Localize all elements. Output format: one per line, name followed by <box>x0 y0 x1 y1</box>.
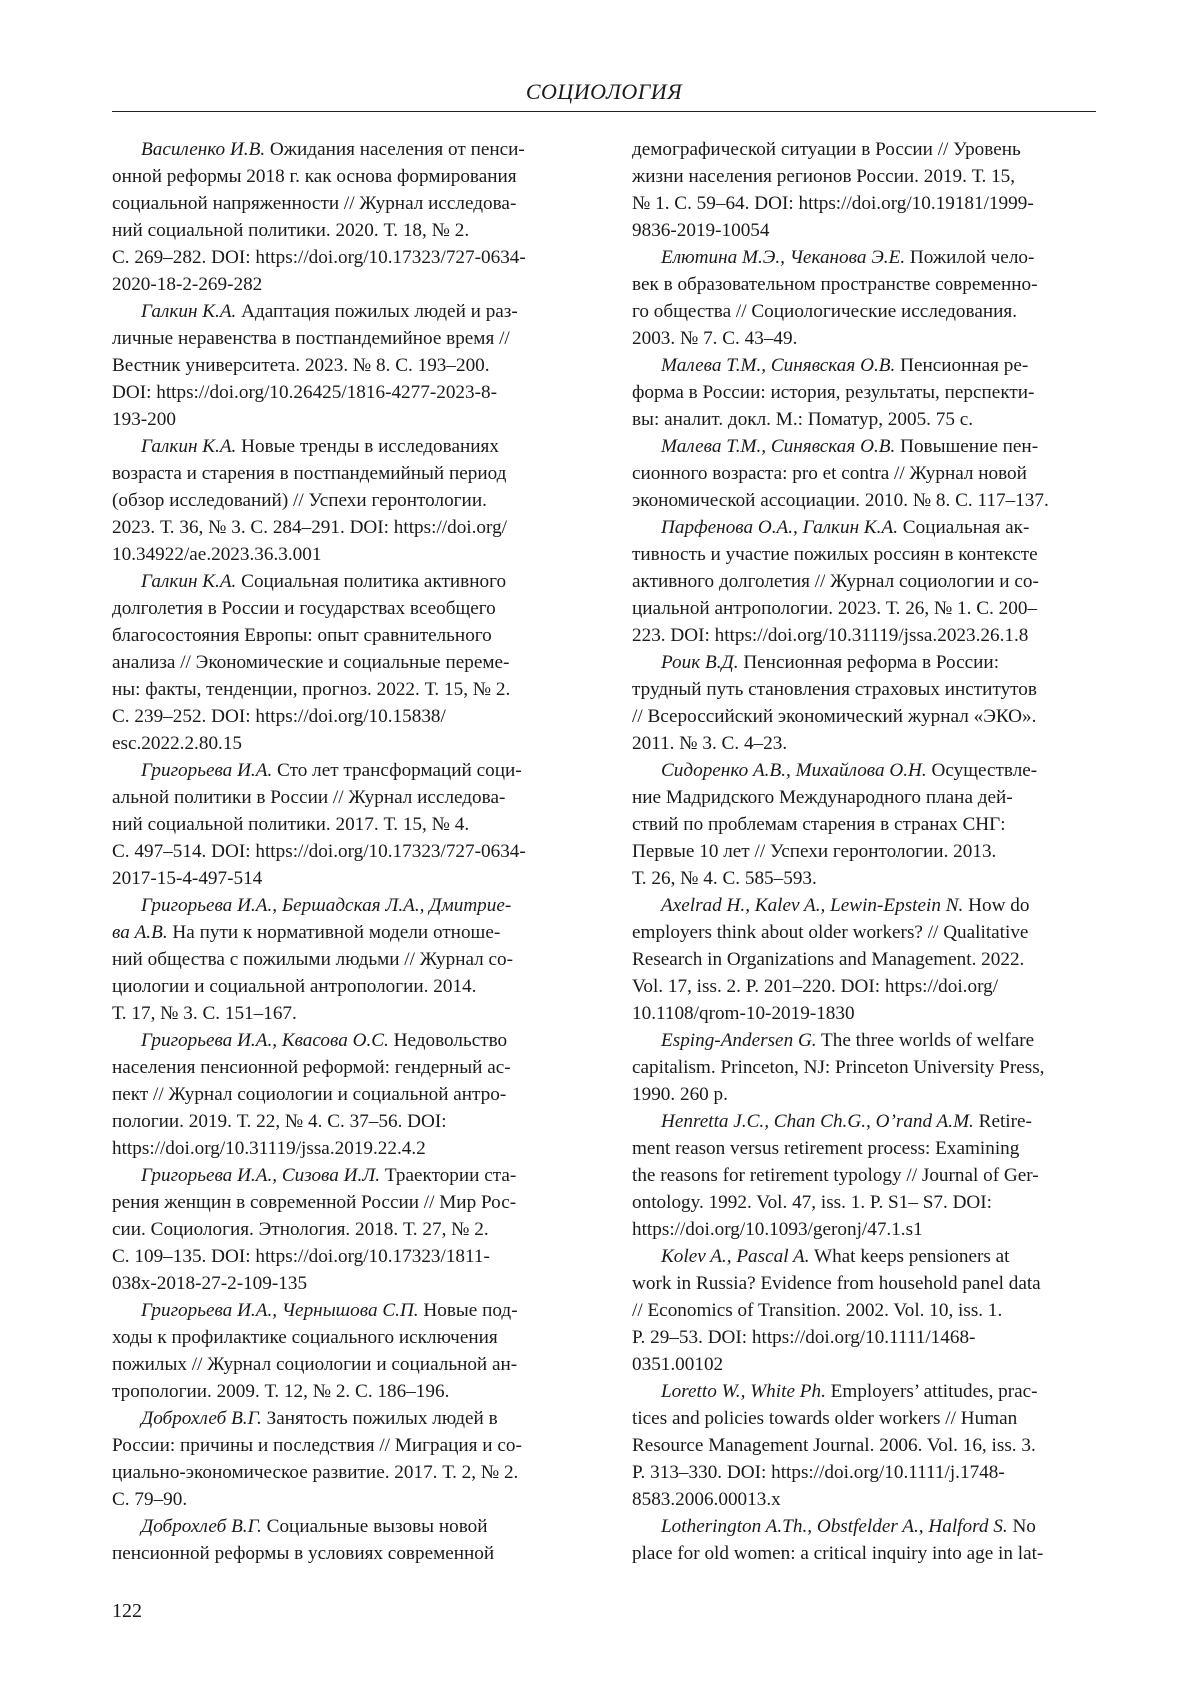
reference-line <box>112 1162 582 1189</box>
reference-line: https://doi.org/10.31119/jssa.2019.22.4.2 <box>112 1135 582 1162</box>
reference-entry <box>632 514 1096 649</box>
page-number: 122 <box>112 1600 142 1623</box>
reference-line: социальной напряженности // Журнал исследова- <box>112 190 582 217</box>
reference-text: The three worlds of welfare <box>817 1030 1035 1051</box>
reference-line <box>112 568 582 595</box>
reference-line: 2023. Т. 36, № 3. С. 284–291. DOI: https://doi.org/ <box>112 514 582 541</box>
reference-line <box>112 892 582 919</box>
reference-line <box>112 136 582 163</box>
reference-line: esc.2022.2.80.15 <box>112 730 582 757</box>
reference-line: place for old women: a critical inquiry into age in lat- <box>632 1540 1096 1567</box>
reference-text: Повышение пен- <box>895 436 1038 457</box>
reference-line: активного долголетия // Журнал социологии и со- <box>632 568 1096 595</box>
reference-line: 1990. 260 p. <box>632 1081 1096 1108</box>
reference-line: го общества // Социологические исследования. <box>632 298 1096 325</box>
reference-line <box>112 433 582 460</box>
reference-line: пологии. 2019. Т. 22, № 4. С. 37–56. DOI: <box>112 1108 582 1135</box>
reference-line: Первые 10 лет // Успехи геронтологии. 2013. <box>632 838 1096 865</box>
reference-line: экономической ассоциации. 2010. № 8. С. 117–137. <box>632 487 1096 514</box>
reference-text: Пенсионная реформа в России: <box>739 652 1000 673</box>
reference-entry <box>632 433 1096 514</box>
reference-line: https://doi.org/10.1093/geronj/47.1.s1 <box>632 1216 1096 1243</box>
reference-line: 8583.2006.00013.x <box>632 1486 1096 1513</box>
reference-author: Axelrad H., Kalev A., Lewin-Epstein N. <box>661 895 963 916</box>
reference-entry <box>112 1297 582 1405</box>
reference-entry <box>112 1027 582 1162</box>
reference-text: Сто лет трансформаций соци- <box>272 760 521 781</box>
reference-text: Employers’ attitudes, prac- <box>826 1381 1038 1402</box>
reference-line: циологии и социальной антропологии. 2014. <box>112 973 582 1000</box>
reference-line: ствий по проблемам старения в странах СНГ: <box>632 811 1096 838</box>
reference-entry <box>632 1243 1096 1378</box>
reference-line: С. 79–90. <box>112 1486 582 1513</box>
reference-line: тивность и участие пожилых россиян в контексте <box>632 541 1096 568</box>
reference-line: 9836-2019-10054 <box>632 217 1096 244</box>
reference-entry <box>632 136 1096 244</box>
reference-line <box>632 433 1096 460</box>
reference-line: С. 497–514. DOI: https://doi.org/10.17323/727-0634- <box>112 838 582 865</box>
reference-line: населения пенсионной реформой: гендерный ас- <box>112 1054 582 1081</box>
reference-author: Loretto W., White Ph. <box>661 1381 826 1402</box>
reference-line: благосостояния Европы: опыт сравнительного <box>112 622 582 649</box>
reference-entry <box>632 244 1096 352</box>
reference-text: Пожилой чело- <box>905 247 1034 268</box>
reference-entry <box>112 1513 582 1567</box>
reference-line: личные неравенства в постпандемийное время // <box>112 325 582 352</box>
reference-line <box>632 514 1096 541</box>
reference-line: Т. 17, № 3. С. 151–167. <box>112 1000 582 1027</box>
reference-line: work in Russia? Evidence from household panel data <box>632 1270 1096 1297</box>
reference-entry <box>112 1162 582 1297</box>
reference-entry <box>112 433 582 568</box>
reference-entry <box>632 757 1096 892</box>
reference-line <box>632 1513 1096 1540</box>
reference-line: тропологии. 2009. Т. 12, № 2. С. 186–196. <box>112 1378 582 1405</box>
reference-line: Vol. 17, iss. 2. P. 201–220. DOI: https://doi.org/ <box>632 973 1096 1000</box>
reference-entry <box>632 1513 1096 1567</box>
reference-line: России: причины и последствия // Миграция и со- <box>112 1432 582 1459</box>
reference-line: ний социальной политики. 2017. Т. 15, № 4. <box>112 811 582 838</box>
reference-entry <box>632 892 1096 1027</box>
reference-line <box>632 892 1096 919</box>
reference-author: Григорьева И.А., Бершадская Л.А., Дмитрие- <box>141 895 511 916</box>
reference-author: Доброхлеб В.Г. <box>141 1408 262 1429</box>
reference-entry <box>112 757 582 892</box>
reference-line: ment reason versus retirement process: Examining <box>632 1135 1096 1162</box>
reference-line: 2017-15-4-497-514 <box>112 865 582 892</box>
reference-author: Василенко И.В. <box>141 139 265 160</box>
reference-line: сионного возраста: pro et contra // Журнал новой <box>632 460 1096 487</box>
reference-line: // Economics of Transition. 2002. Vol. 10, iss. 1. <box>632 1297 1096 1324</box>
reference-line: Resource Management Journal. 2006. Vol. 16, iss. 3. <box>632 1432 1096 1459</box>
section-title: СОЦИОЛОГИЯ <box>112 79 1096 105</box>
reference-line: P. 29–53. DOI: https://doi.org/10.1111/1468- <box>632 1324 1096 1351</box>
reference-text: Retire- <box>974 1111 1032 1132</box>
reference-entry <box>632 1108 1096 1243</box>
reference-line: the reasons for retirement typology // Journal of Ger- <box>632 1162 1096 1189</box>
reference-line: employers think about older workers? // Qualitative <box>632 919 1096 946</box>
reference-entry <box>632 1027 1096 1108</box>
reference-author: Галкин К.А. <box>141 301 236 322</box>
reference-line: Т. 26, № 4. С. 585–593. <box>632 865 1096 892</box>
right-column <box>632 136 1096 1567</box>
reference-line: tices and policies towards older workers // Human <box>632 1405 1096 1432</box>
running-header <box>112 73 1096 112</box>
reference-text: Новые тренды в исследованиях <box>236 436 499 457</box>
reference-line: форма в России: история, результаты, перспекти- <box>632 379 1096 406</box>
reference-line: ходы к профилактике социального исключения <box>112 1324 582 1351</box>
reference-author: Галкин К.А. <box>141 436 236 457</box>
reference-line <box>632 244 1096 271</box>
reference-line: С. 109–135. DOI: https://doi.org/10.17323/1811- <box>112 1243 582 1270</box>
reference-line: пожилых // Журнал социологии и социальной ан- <box>112 1351 582 1378</box>
reference-line: возраста и старения в постпандемийный период <box>112 460 582 487</box>
reference-line: // Всероссийский экономический журнал «ЭКО». <box>632 703 1096 730</box>
reference-line <box>112 1297 582 1324</box>
reference-entry <box>632 649 1096 757</box>
reference-author: Lotherington A.Th., Obstfelder A., Halford S. <box>661 1516 1008 1537</box>
reference-text: Социальные вызовы новой <box>262 1516 488 1537</box>
reference-line: ние Мадридского Международного плана дей- <box>632 784 1096 811</box>
reference-author: Парфенова О.А., Галкин К.А. <box>661 517 898 538</box>
reference-entry <box>112 136 582 298</box>
reference-line: ний социальной политики. 2020. Т. 18, № 2. <box>112 217 582 244</box>
reference-author: Малева Т.М., Синявская О.В. <box>661 436 895 457</box>
reference-author: Григорьева И.А., Сизова И.Л. <box>141 1165 380 1186</box>
reference-line <box>632 1243 1096 1270</box>
reference-author: Григорьева И.А., Квасова О.С. <box>141 1030 389 1051</box>
reference-text: How do <box>963 895 1029 916</box>
reference-line: С. 239–252. DOI: https://doi.org/10.15838/ <box>112 703 582 730</box>
reference-line: жизни населения регионов России. 2019. Т. 15, <box>632 163 1096 190</box>
reference-entry <box>632 1378 1096 1513</box>
reference-author: Роик В.Д. <box>661 652 739 673</box>
reference-text: Социальная ак- <box>898 517 1029 538</box>
reference-author: Сидоренко А.В., Михайлова О.Н. <box>661 760 927 781</box>
reference-line <box>632 757 1096 784</box>
reference-line: 038х-2018-27-2-109-135 <box>112 1270 582 1297</box>
reference-line: ны: факты, тенденции, прогноз. 2022. Т. 15, № 2. <box>112 676 582 703</box>
left-column <box>112 136 582 1567</box>
reference-line: век в образовательном пространстве современно- <box>632 271 1096 298</box>
reference-line: P. 313–330. DOI: https://doi.org/10.1111/j.1748- <box>632 1459 1096 1486</box>
reference-line: 0351.00102 <box>632 1351 1096 1378</box>
reference-author: Henretta J.C., Chan Ch.G., O’rand A.M. <box>661 1111 974 1132</box>
reference-line: 10.34922/ae.2023.36.3.001 <box>112 541 582 568</box>
reference-line: capitalism. Princeton, NJ: Princeton University Press, <box>632 1054 1096 1081</box>
reference-line: вы: аналит. докл. М.: Поматур, 2005. 75 с. <box>632 406 1096 433</box>
reference-line: Вестник университета. 2023. № 8. С. 193–200. <box>112 352 582 379</box>
reference-line: альной политики в России // Журнал исследова- <box>112 784 582 811</box>
reference-author: Esping-Andersen G. <box>661 1030 817 1051</box>
reference-line: Research in Organizations and Management. 2022. <box>632 946 1096 973</box>
reference-line: 2011. № 3. С. 4–23. <box>632 730 1096 757</box>
reference-author: Галкин К.А. <box>141 571 236 592</box>
reference-line: 193-200 <box>112 406 582 433</box>
reference-line: пенсионной реформы в условиях современной <box>112 1540 582 1567</box>
reference-entry <box>112 298 582 433</box>
reference-line: циальной антропологии. 2023. Т. 26, № 1. С. 200– <box>632 595 1096 622</box>
reference-line <box>632 1108 1096 1135</box>
reference-author: Григорьева И.А., Чернышова С.П. <box>141 1300 419 1321</box>
reference-line <box>112 1027 582 1054</box>
reference-line: С. 269–282. DOI: https://doi.org/10.17323/727-0634- <box>112 244 582 271</box>
reference-text: Социальная политика активного <box>236 571 506 592</box>
reference-line <box>112 919 582 946</box>
reference-author: Григорьева И.А. <box>141 760 272 781</box>
reference-line: 2020-18-2-269-282 <box>112 271 582 298</box>
reference-entry <box>112 1405 582 1513</box>
reference-author: ва А.В. <box>112 922 168 943</box>
reference-text: Недовольство <box>389 1030 507 1051</box>
reference-author: Доброхлеб В.Г. <box>141 1516 262 1537</box>
reference-text: Пенсионная ре- <box>895 355 1028 376</box>
reference-line <box>112 757 582 784</box>
reference-line <box>632 649 1096 676</box>
reference-line: демографической ситуации в России // Уровень <box>632 136 1096 163</box>
reference-line <box>112 298 582 325</box>
reference-line: пект // Журнал социологии и социальной антро- <box>112 1081 582 1108</box>
reference-text: На пути к нормативной модели отноше- <box>168 922 501 943</box>
reference-line <box>632 1027 1096 1054</box>
reference-line <box>632 352 1096 379</box>
reference-entry <box>632 352 1096 433</box>
reference-line <box>112 1405 582 1432</box>
reference-line: сии. Социология. Этнология. 2018. Т. 27, № 2. <box>112 1216 582 1243</box>
reference-text: Новые под- <box>419 1300 518 1321</box>
reference-text: Занятость пожилых людей в <box>262 1408 498 1429</box>
reference-line: 2003. № 7. С. 43–49. <box>632 325 1096 352</box>
reference-line: ний общества с пожилыми людьми // Журнал со- <box>112 946 582 973</box>
reference-line: трудный путь становления страховых институтов <box>632 676 1096 703</box>
reference-line: 10.1108/qrom-10-2019-1830 <box>632 1000 1096 1027</box>
reference-entry <box>112 568 582 757</box>
reference-line: DOI: https://doi.org/10.26425/1816-4277-2023-8- <box>112 379 582 406</box>
reference-author: Kolev A., Pascal A. <box>661 1246 810 1267</box>
reference-line: рения женщин в современной России // Мир Рос- <box>112 1189 582 1216</box>
reference-line: анализа // Экономические и социальные переме- <box>112 649 582 676</box>
reference-line <box>112 1513 582 1540</box>
reference-text: Ожидания населения от пенси- <box>265 139 525 160</box>
reference-author: Малева Т.М., Синявская О.В. <box>661 355 895 376</box>
reference-line: № 1. С. 59–64. DOI: https://doi.org/10.19181/1999- <box>632 190 1096 217</box>
reference-line: циально-экономическое развитие. 2017. Т. 2, № 2. <box>112 1459 582 1486</box>
reference-line: ontology. 1992. Vol. 47, iss. 1. P. S1– S7. DOI: <box>632 1189 1096 1216</box>
reference-line <box>632 1378 1096 1405</box>
reference-line: онной реформы 2018 г. как основа формирования <box>112 163 582 190</box>
reference-text: What keeps pensioners at <box>810 1246 1010 1267</box>
reference-entry <box>112 892 582 1027</box>
reference-line: (обзор исследований) // Успехи геронтологии. <box>112 487 582 514</box>
reference-text: Траектории ста- <box>380 1165 516 1186</box>
reference-text: Адаптация пожилых людей и раз- <box>236 301 517 322</box>
reference-text: No <box>1008 1516 1036 1537</box>
reference-line: долголетия в России и государствах всеобщего <box>112 595 582 622</box>
reference-line: 223. DOI: https://doi.org/10.31119/jssa.2023.26.1.8 <box>632 622 1096 649</box>
reference-author: Елютина М.Э., Чеканова Э.Е. <box>661 247 905 268</box>
reference-text: Осуществле- <box>927 760 1037 781</box>
